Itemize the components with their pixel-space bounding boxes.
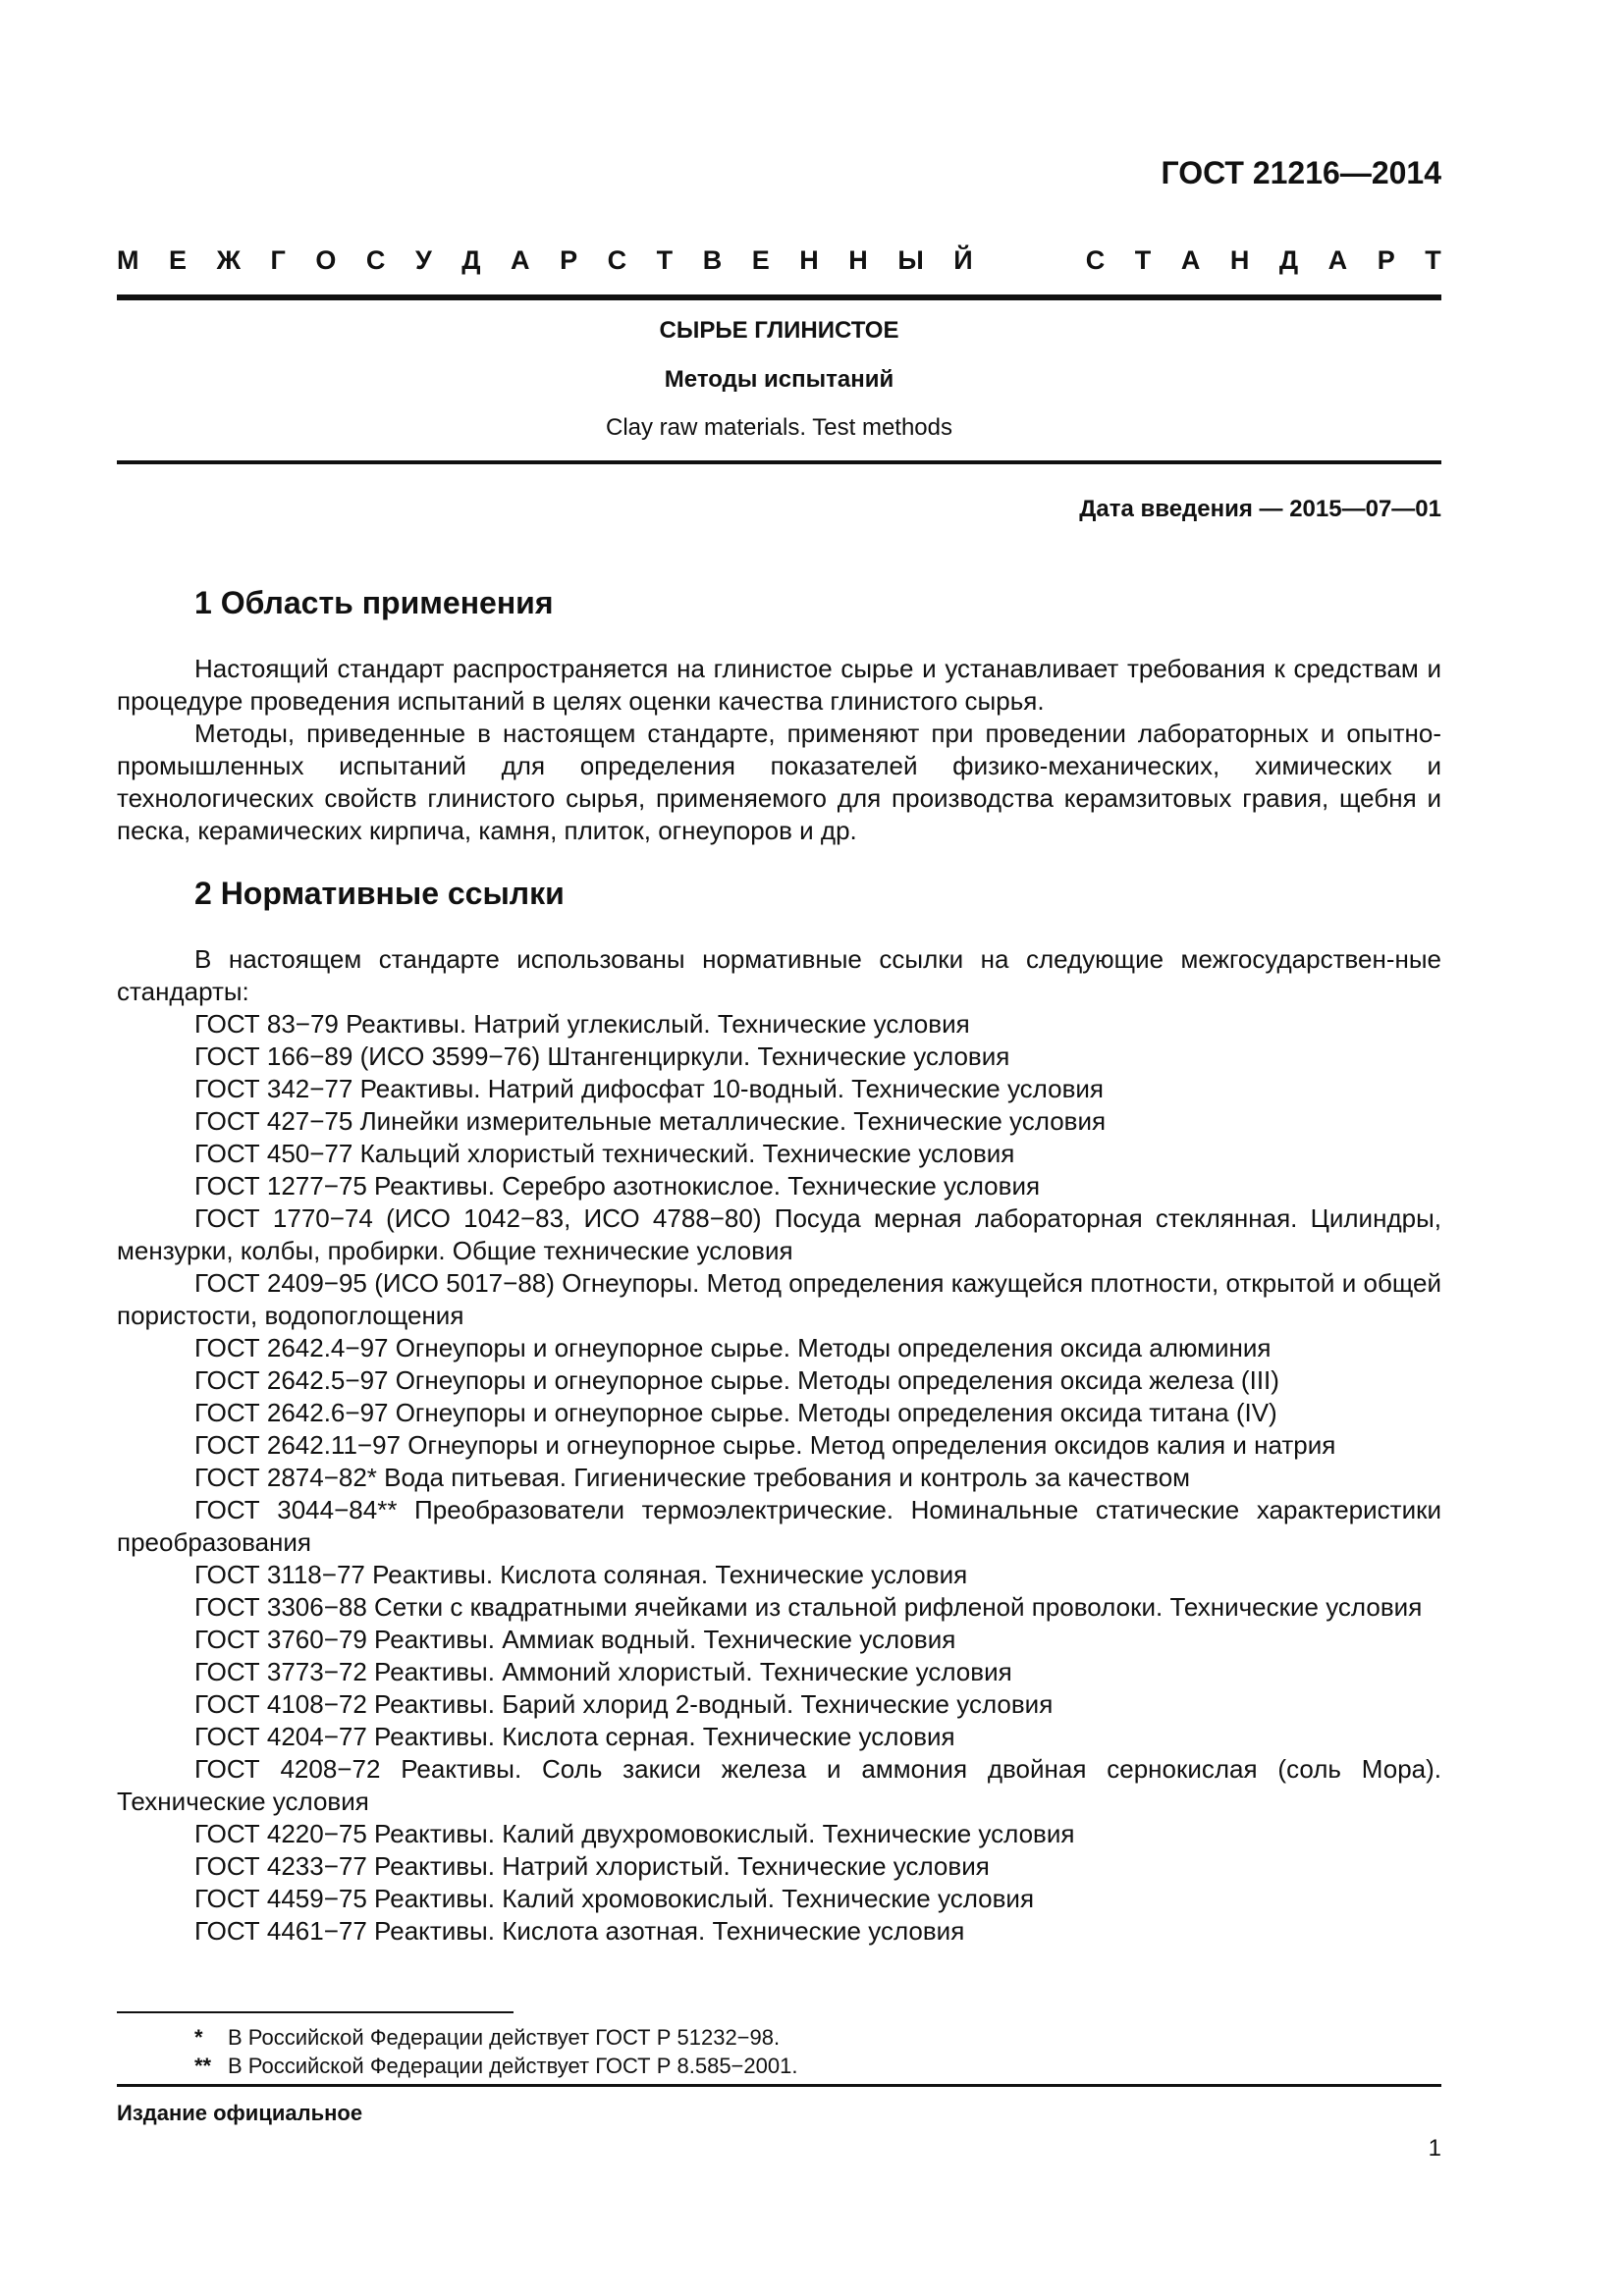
banner-word-gap [1002, 245, 1056, 276]
document-subtitle: Методы испытаний [664, 366, 894, 393]
references-list [117, 1008, 1441, 1948]
edition-label: Издание официальное [117, 2101, 363, 2125]
reference-item: ГОСТ 3044−84** Преобразователи термоэлектрические. Номинальные статические характеристики преобразования [117, 1495, 1441, 1557]
banner-letter: А [1327, 245, 1348, 275]
reference-item: ГОСТ 4204−77 Реактивы. Кислота серная. Технические условия [194, 1722, 955, 1751]
banner-letter: Т [656, 245, 674, 275]
banner-letter: А [1180, 245, 1201, 275]
banner-letter: Р [1377, 245, 1395, 275]
banner-letter: Т [1134, 245, 1152, 275]
banner-letter: С [1085, 245, 1106, 275]
section-heading-references: 2 Нормативные ссылки [194, 876, 565, 911]
reference-item: ГОСТ 3306−88 Сетки с квадратными ячейками из стальной рифленой проволоки. Технические условия [194, 1592, 1423, 1622]
banner-letter: Д [1278, 245, 1299, 275]
reference-item: ГОСТ 427−75 Линейки измерительные металлические. Технические условия [194, 1106, 1107, 1136]
banner-letter: М [117, 245, 139, 275]
scope-paragraph: Настоящий стандарт распространяется на глинистое сырье и устанавливает требования к средствам и процедуре проведения испытаний в целях оценки качества глинистого сырья. [117, 654, 1441, 716]
standard-number: ГОСТ 21216—2014 [1161, 155, 1441, 190]
footnote-item [194, 2052, 797, 2080]
reference-item: ГОСТ 4220−75 Реактивы. Калий двухромовокислый. Технические условия [194, 1819, 1075, 1848]
reference-item: ГОСТ 83−79 Реактивы. Натрий углекислый. Технические условия [194, 1009, 970, 1039]
introduction-date: Дата введения — 2015—07—01 [1079, 496, 1441, 522]
reference-item: ГОСТ 3118−77 Реактивы. Кислота соляная. Технические условия [194, 1560, 968, 1589]
reference-item: ГОСТ 3773−72 Реактивы. Аммоний хлористый. Технические условия [194, 1657, 1012, 1686]
reference-item: ГОСТ 2642.4−97 Огнеупоры и огнеупорное сырье. Методы определения оксида алюминия [194, 1333, 1272, 1362]
scope-paragraph: Методы, приведенные в настоящем стандарте, применяют при проведении лабораторных и опытно-промышленных испытаний для определения показателей физико-механических, химических и технологических свойств глинистого сырья, применяемого для производства керамзитовых гравия, щебня и песка, керамических кирпича, камня, плиток, огнеупоров и др. [117, 719, 1441, 845]
banner-letter: Р [560, 245, 578, 275]
page-number: 1 [1428, 2135, 1441, 2162]
footer-rule [117, 2084, 1441, 2087]
banner-letter: Т [1425, 245, 1441, 275]
footnotes [194, 2023, 797, 2080]
reference-item: ГОСТ 166−89 (ИСО 3599−76) Штангенциркули. Технические условия [194, 1041, 1010, 1071]
footnote-item [194, 2023, 797, 2052]
reference-item: ГОСТ 1277−75 Реактивы. Серебро азотнокислое. Технические условия [194, 1171, 1041, 1201]
banner-letter: Е [751, 245, 770, 275]
reference-item: ГОСТ 2874−82* Вода питьевая. Гигиенические требования и контроль за качеством [194, 1463, 1191, 1492]
banner-letter: У [414, 245, 432, 275]
reference-item: ГОСТ 4459−75 Реактивы. Калий хромовокислый. Технические условия [194, 1884, 1035, 1913]
footnote-text: В Российской Федерации действует ГОСТ Р 8.585−2001. [228, 2054, 798, 2078]
footnote-text: В Российской Федерации действует ГОСТ Р 51232−98. [228, 2025, 781, 2050]
footnote-mark: * [194, 2025, 203, 2050]
header-rule-bottom [117, 460, 1441, 464]
banner-letter: С [607, 245, 627, 275]
header-rule-top [117, 294, 1441, 300]
banner-letter: Н [799, 245, 819, 275]
references-intro: В настоящем стандарте использованы нормативные ссылки на следующие межгосударствен-ные стандарты: [117, 944, 1441, 1006]
banner-letter: Н [848, 245, 868, 275]
reference-item: ГОСТ 2642.5−97 Огнеупоры и огнеупорное сырье. Методы определения оксида железа (III) [194, 1365, 1279, 1395]
banner-letter: О [315, 245, 337, 275]
footnote-separator [117, 2011, 514, 2013]
reference-item: ГОСТ 1770−74 (ИСО 1042−83, ИСО 4788−80) Посуда мерная лабораторная стеклянная. Цилиндры, мензурки, колбы, пробирки. Общие технические условия [117, 1203, 1441, 1265]
reference-item: ГОСТ 2409−95 (ИСО 5017−88) Огнеупоры. Метод определения кажущейся плотности, открытой и общей пористости, водопоглощения [117, 1268, 1441, 1330]
reference-item: ГОСТ 4208−72 Реактивы. Соль закиси железа и аммония двойная сернокислая (соль Мора). Технические условия [117, 1754, 1441, 1816]
document-title: СЫРЬЕ ГЛИНИСТОЕ [659, 317, 899, 344]
reference-item: ГОСТ 3760−79 Реактивы. Аммиак водный. Технические условия [194, 1625, 956, 1654]
banner-letter: Ы [897, 245, 924, 275]
banner-letter: Ж [216, 245, 241, 275]
section-heading-scope: 1 Область применения [194, 585, 554, 620]
banner-letter: Н [1229, 245, 1250, 275]
interstate-standard-banner [117, 245, 1441, 276]
reference-item: ГОСТ 342−77 Реактивы. Натрий дифосфат 10-водный. Технические условия [194, 1074, 1104, 1103]
reference-item: ГОСТ 2642.11−97 Огнеупоры и огнеупорное сырье. Метод определения оксидов калия и натрия [194, 1430, 1336, 1460]
banner-letter: С [365, 245, 386, 275]
reference-item: ГОСТ 4108−72 Реактивы. Барий хлорид 2-водный. Технические условия [194, 1689, 1054, 1719]
banner-letter: Е [169, 245, 188, 275]
reference-item: ГОСТ 450−77 Кальций хлористый технический. Технические условия [194, 1139, 1015, 1168]
banner-letter: Д [461, 245, 481, 275]
banner-letter: В [702, 245, 723, 275]
document-title-english: Clay raw materials. Test methods [605, 414, 952, 441]
banner-letter: Й [953, 245, 973, 275]
banner-letter: Г [270, 245, 286, 275]
reference-item: ГОСТ 4233−77 Реактивы. Натрий хлористый. Технические условия [194, 1851, 990, 1881]
reference-item: ГОСТ 4461−77 Реактивы. Кислота азотная. Технические условия [194, 1916, 965, 1946]
banner-letter: А [511, 245, 530, 275]
reference-item: ГОСТ 2642.6−97 Огнеупоры и огнеупорное сырье. Методы определения оксида титана (IV) [194, 1398, 1277, 1427]
footnote-mark: ** [194, 2054, 212, 2078]
